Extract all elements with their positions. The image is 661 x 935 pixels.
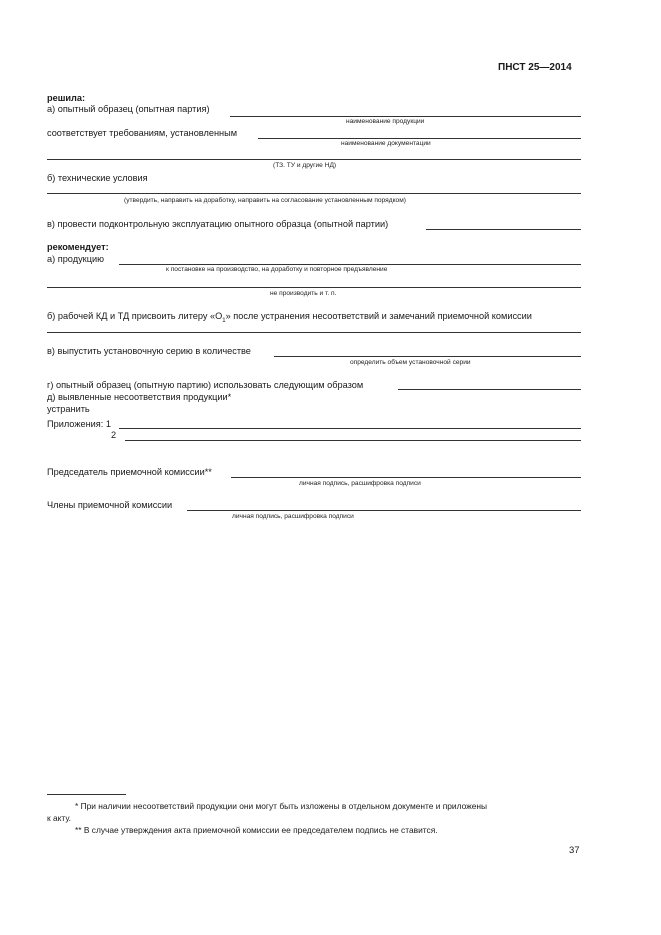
members-signature-line[interactable] (187, 510, 581, 511)
caption-not-produce: не производить и т. п. (270, 290, 337, 297)
recommends-item-v: в) выпустить установочную серию в количестве (47, 346, 251, 356)
caption-chair: личная подпись, расшифровка подписи (299, 480, 421, 487)
product-name-line[interactable] (230, 116, 581, 117)
attachments-label: Приложения: 1 (47, 419, 111, 429)
caption-series: определить объем установочной серии (350, 359, 471, 366)
footnote-1-line-2: к акту. (47, 813, 72, 823)
tz-line[interactable] (47, 159, 581, 160)
caption-doc-name: наименование документации (341, 140, 431, 147)
doc-name-line[interactable] (258, 138, 581, 139)
recommends-item-g: г) опытный образец (опытную партию) использовать следующим образом (47, 380, 364, 390)
litera-line[interactable] (47, 332, 581, 333)
attachment-1-line[interactable] (119, 428, 581, 429)
footnote-2: ** В случае утверждения акта приемочной комиссии ее председателем подпись не ставится. (75, 825, 438, 835)
document-code: ПНСТ 25—2014 (498, 62, 572, 73)
caption-members: личная подпись, расшифровка подписи (232, 513, 354, 520)
decided-item-a: а) опытный образец (опытная партия) (47, 104, 210, 114)
chair-label: Председатель приемочной комиссии** (47, 467, 212, 477)
footnote-separator (47, 794, 126, 795)
recommends-item-d: д) выявленные несоответствия продукции* (47, 392, 232, 402)
caption-product-name: наименование продукции (346, 118, 425, 125)
recommends-item-a: а) продукцию (47, 254, 104, 264)
recommends-item-b: б) рабочей КД и ТД присвоить литеру «$О_1$» после устранения несоответствий и замечаний приемочной комиссии (47, 311, 532, 324)
page-number: 37 (569, 845, 580, 856)
decided-item-b: б) технические условия (47, 173, 148, 183)
approve-line[interactable] (47, 193, 581, 194)
eliminate-text: устранить (47, 404, 90, 414)
caption-production: к постановке на производство, на доработку и повторное предъявление (166, 266, 388, 273)
footnote-1-line-1: * При наличии несоответствий продукции они могут быть изложены в отдельном документе и приложены (75, 801, 488, 811)
recommends-heading: рекомендует: (47, 242, 109, 252)
operation-line[interactable] (426, 229, 581, 230)
decided-heading: решила: (47, 93, 86, 103)
attachment-2-number: 2 (111, 430, 117, 440)
caption-tz: (ТЗ. ТУ и другие НД) (273, 162, 337, 169)
caption-approve: (утвердить, направить на доработку, направить на согласование установленным порядком) (124, 197, 406, 204)
members-label: Члены приемочной комиссии (47, 500, 173, 510)
not-produce-line[interactable] (47, 287, 581, 288)
chair-signature-line[interactable] (231, 477, 581, 478)
series-line[interactable] (274, 356, 581, 357)
attachment-2-line[interactable] (125, 440, 581, 441)
decided-item-v: в) провести подконтрольную эксплуатацию опытного образца (опытной партии) (47, 219, 389, 229)
production-line[interactable] (119, 264, 581, 265)
complies-text: соответствует требованиям, установленным (47, 128, 238, 138)
usage-line[interactable] (398, 389, 581, 390)
